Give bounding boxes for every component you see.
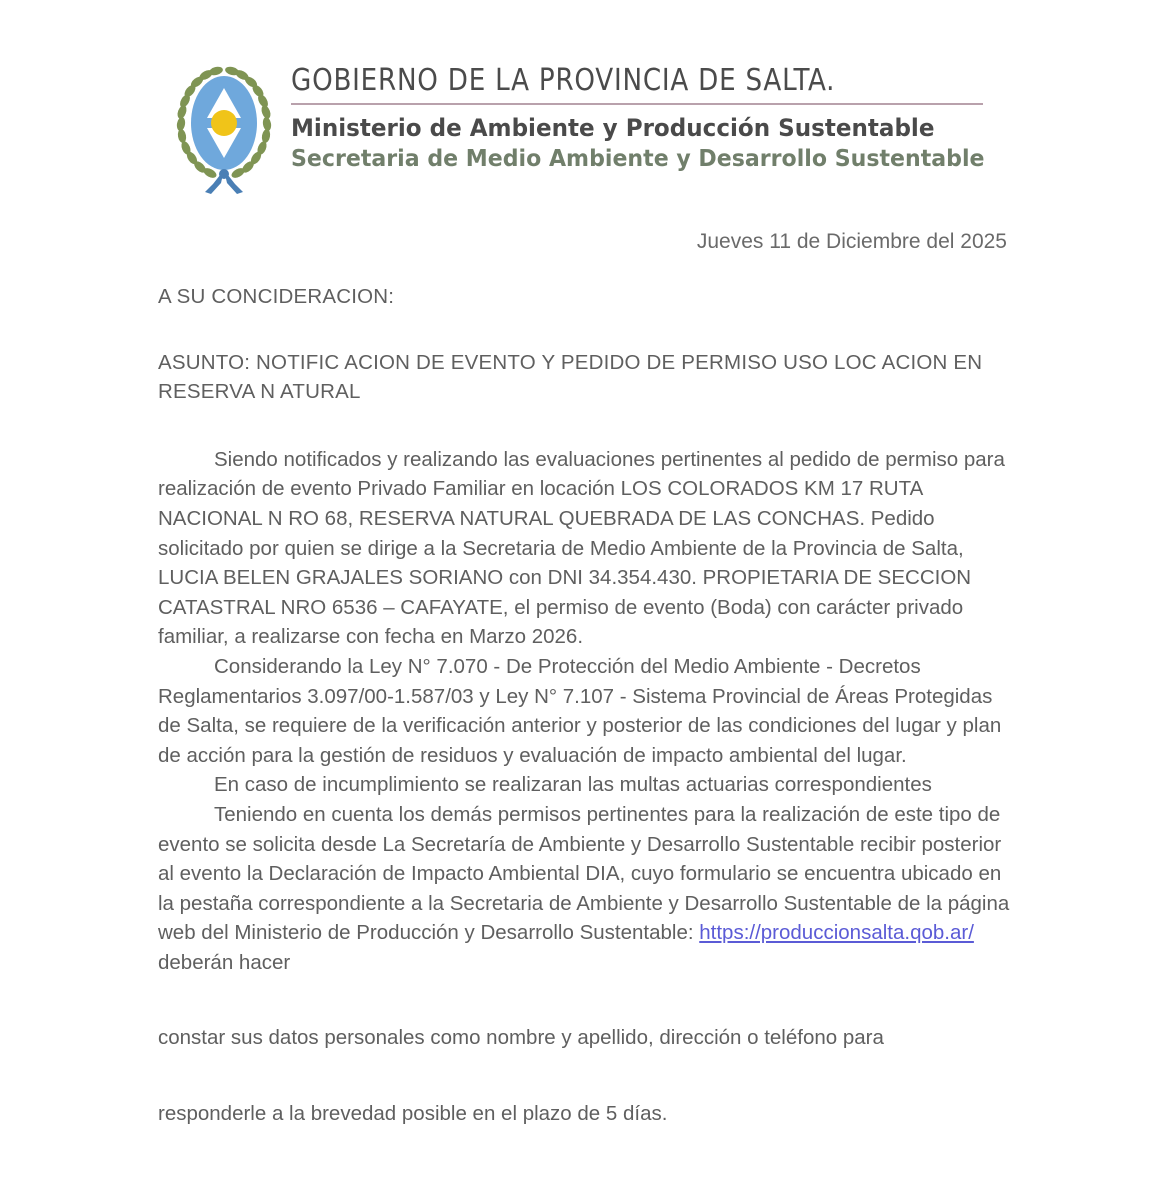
letterhead-text	[283, 52, 1013, 174]
paragraph-incumplimiento: En caso de incumplimiento se realizaran las multas actuarias correspondientes	[214, 773, 932, 797]
document-date: Jueves 11 de Diciembre del 2025	[696, 230, 1007, 253]
paragraph-teniendo-en-cuenta	[158, 800, 1010, 978]
government-title: GOBIERNO DE LA PROVINCIA DE SALTA.	[291, 63, 836, 98]
body-spacer-1	[158, 977, 1010, 1023]
paragraph-notification: Siendo notificados y realizando las evaluaciones pertinentes al pedido de permiso para realización de evento Privado Familiar en locación LOS COLORADOS KM 17 RUTA NACIONAL N RO 68, RESERVA NATURAL QUEBRADA DE LAS CONCHAS. Pedido solicitado por quien se dirige a la Secretaria de Medio Ambiente de la Provincia de Salta, LUCIA BELEN GRAJALES SORIANO con DNI 34.354.430. PROPIETARIA DE SECCION CATASTRAL NRO 6536 – CAFAYATE, el permiso de evento (Boda) con carácter privado familiar, a realizarse con fecha en Marzo 2026.	[158, 447, 1005, 649]
letterhead	[165, 52, 1013, 202]
paragraph-datos-personales: constar sus datos personales como nombre y apellido, dirección o teléfono para	[158, 1026, 884, 1050]
paragraph-considerando: Considerando la Ley N° 7.070 - De Protección del Medio Ambiente - Decretos Reglamentarios 3.097/00-1.587/03 y Ley N° 7.107 - Sistema Provincial de Áreas Protegidas de Salta, se requiere de la verificación anterior y posterior de las condiciones del lugar y plan de acción para la gestión de residuos y evaluación de impacto ambiental del lugar.	[158, 654, 1002, 767]
salta-coat-of-arms-icon	[165, 52, 283, 202]
paragraph-teniendo-text-after-link: deberán hacer	[158, 950, 291, 974]
body-spacer-2	[158, 1053, 1010, 1099]
secretary-name: Secretaria de Medio Ambiente y Desarrollo Sustentable	[291, 146, 985, 172]
paragraph-teniendo-text-before-link: Teniendo en cuenta los demás permisos pertinentes para la realización de este tipo de evento se solicita desde La Secretaría de Ambiente y Desarrollo Sustentable recibir posterior al evento la Declaración de Impacto Ambiental DIA, cuyo formulario se encuentra ubicado en la pestaña correspondiente a la Secretaria de Ambiente y Desarrollo Sustentable de la página web del Ministerio de Producción y Desarrollo Sustentable:	[158, 802, 1010, 945]
letterhead-divider	[291, 103, 983, 105]
ministry-website-link[interactable]: https://produccionsalta.qob.ar/	[699, 921, 974, 945]
document-body	[158, 282, 1010, 1129]
paragraph-plazo-respuesta: responderle a la brevedad posible en el plazo de 5 días.	[158, 1102, 668, 1126]
subject-line: ASUNTO: NOTIFIC ACION DE EVENTO Y PEDIDO DE PERMISO USO LOC ACION EN RESERVA N ATURAL	[158, 350, 983, 404]
ministry-name: Ministerio de Ambiente y Producción Sustentable	[291, 114, 935, 142]
salutation: A SU CONCIDERACION:	[158, 285, 395, 308]
